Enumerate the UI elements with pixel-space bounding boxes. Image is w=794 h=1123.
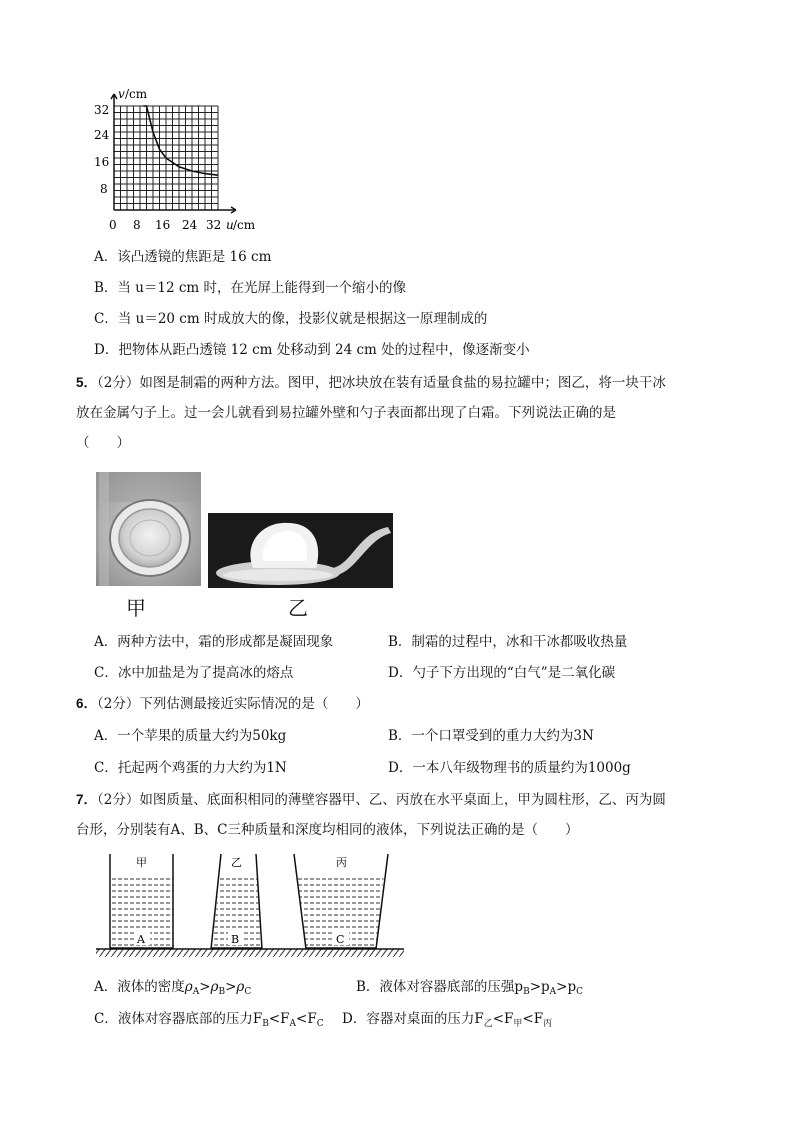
x-tick-16: 16 bbox=[155, 218, 171, 232]
q7-option-a[interactable] bbox=[94, 977, 251, 1002]
liquid-label-c: C bbox=[336, 933, 345, 946]
containers-figure bbox=[94, 852, 406, 962]
expr-symbol: F bbox=[474, 1011, 484, 1027]
q4-option-c[interactable]: C．当 u＝20 cm 时成放大的像，投影仪就是根据这一原理制成的 bbox=[94, 311, 488, 327]
q7-stem-1: （2分）如图质量、底面积相同的薄壁容器甲、乙、丙放在水平桌面上，甲为圆柱形，乙、丙为圆 bbox=[97, 792, 666, 808]
q6-number: 6． bbox=[76, 696, 98, 711]
q6-option-d[interactable]: D．一本八年级物理书的质量约为1000g bbox=[388, 760, 631, 776]
expr-subscript: C bbox=[316, 1019, 324, 1029]
y-tick-16: 16 bbox=[94, 155, 110, 169]
q7-option-b[interactable] bbox=[356, 977, 583, 1002]
q6-option-a[interactable]: A．一个苹果的质量大约为50kg bbox=[94, 728, 287, 744]
x-tick-24: 24 bbox=[182, 218, 198, 232]
q7-option-a-text: A．液体的密度 bbox=[94, 979, 185, 995]
expr-subscript: B bbox=[523, 987, 530, 997]
expr-subscript: A bbox=[192, 987, 200, 997]
q5-stem-line2: 放在金属勺子上。过一会儿就看到易拉罐外壁和勺子表面都出现了白霜。下列说法正确的是 bbox=[76, 405, 616, 421]
q7-option-a-expr: $\rho_A>\rho_B>\rho_C$ bbox=[184, 979, 252, 997]
expr-subscript: C bbox=[576, 987, 584, 997]
x-axis-label-unit: /cm bbox=[233, 218, 256, 232]
expr-symbol: ρ bbox=[184, 979, 193, 995]
q5-option-a[interactable]: A．两种方法中，霜的形成都是凝固现象 bbox=[94, 634, 334, 650]
q6-stem bbox=[76, 694, 369, 714]
q5-stem-1: （2分）如图是制霜的两种方法。图甲，把冰块放在装有适量食盐的易拉罐中；图乙，将一块干冰 bbox=[97, 375, 666, 391]
caption-yi: 乙 bbox=[288, 596, 308, 620]
container-label-jia: 甲 bbox=[136, 856, 147, 869]
q4-option-a[interactable]: A．该凸透镜的焦距是 16 cm bbox=[94, 249, 272, 265]
expr-subscript: A bbox=[549, 987, 557, 997]
q7-number: 7． bbox=[76, 792, 98, 807]
y-tick-8: 8 bbox=[100, 182, 108, 196]
photo-jia-can bbox=[96, 472, 201, 586]
graph-grid bbox=[111, 94, 236, 213]
q7-option-c-text: C．液体对容器底部的压力 bbox=[94, 1011, 253, 1027]
q6-stem-text: （2分）下列估测最接近实际情况的是（ ） bbox=[97, 696, 369, 712]
expr-symbol: p bbox=[514, 979, 524, 995]
q5-blank: （ ） bbox=[76, 435, 130, 451]
caption-jia: 甲 bbox=[126, 596, 146, 620]
x-axis-label-u: u bbox=[226, 218, 234, 232]
y-axis-label-unit: /cm bbox=[125, 87, 148, 101]
x-tick-8: 8 bbox=[133, 218, 141, 232]
q7-option-c[interactable] bbox=[94, 1009, 324, 1034]
q7-option-d-text: D．容器对桌面的压力 bbox=[342, 1011, 475, 1027]
q7-option-d-expr: $F_乙<F_甲<F_丙$ bbox=[474, 1011, 553, 1029]
q4-option-b[interactable]: B．当 u＝12 cm 时，在光屏上能得到一个缩小的像 bbox=[94, 280, 407, 296]
expr-symbol: ρ bbox=[236, 979, 245, 995]
expr-symbol: ρ bbox=[210, 979, 219, 995]
expr-subscript: 甲 bbox=[513, 1019, 523, 1029]
q7-stem-line2: 台形，分别装有A、B、C三种质量和深度均相同的液体，下列说法正确的是（ ） bbox=[76, 822, 579, 838]
expr-symbol: F bbox=[307, 1011, 317, 1027]
x-tick-0: 0 bbox=[109, 218, 117, 232]
expr-symbol: F bbox=[504, 1011, 514, 1027]
q7-stem-line1 bbox=[76, 790, 666, 810]
q5-stem-line1 bbox=[76, 373, 666, 393]
q5-option-b[interactable]: B．制霜的过程中，冰和干冰都吸收热量 bbox=[388, 634, 628, 650]
expr-subscript: 乙 bbox=[483, 1019, 493, 1029]
photo-yi-spoon bbox=[208, 513, 393, 588]
expr-subscript: B bbox=[262, 1019, 269, 1029]
expr-symbol: F bbox=[533, 1011, 544, 1027]
expr-symbol: p bbox=[567, 979, 577, 995]
q7-option-c-expr: $F_B<F_A<F_C$ bbox=[252, 1011, 324, 1029]
q5-option-c[interactable]: C．冰中加盐是为了提高冰的熔点 bbox=[94, 665, 294, 681]
q7-option-b-text: B．液体对容器底部的压强 bbox=[356, 979, 515, 995]
expr-symbol: F bbox=[252, 1011, 263, 1027]
y-tick-24: 24 bbox=[94, 128, 110, 142]
liquid-label-a: A bbox=[137, 933, 145, 946]
liquid-label-b: B bbox=[231, 933, 240, 946]
q4-option-d[interactable]: D．把物体从距凸透镜 12 cm 处移动到 24 cm 处的过程中，像逐渐变小 bbox=[94, 342, 530, 358]
q6-option-c[interactable]: C．托起两个鸡蛋的力大约为1N bbox=[94, 760, 287, 776]
y-tick-32: 32 bbox=[94, 103, 110, 117]
container-label-yi: 乙 bbox=[231, 856, 242, 869]
q7-option-b-expr: $p_B>p_A>p_C$ bbox=[514, 979, 584, 997]
q5-option-d[interactable]: D．勺子下方出现的“白气”是二氧化碳 bbox=[388, 665, 616, 681]
expr-symbol: p bbox=[541, 979, 550, 995]
expr-symbol: F bbox=[280, 1011, 290, 1027]
expr-subscript: 丙 bbox=[543, 1019, 553, 1029]
expr-subscript: A bbox=[289, 1019, 297, 1029]
expr-subscript: C bbox=[244, 987, 252, 997]
x-tick-32: 32 bbox=[206, 218, 222, 232]
q5-number: 5． bbox=[76, 375, 98, 390]
graph-axes bbox=[111, 94, 236, 213]
q7-option-d[interactable] bbox=[342, 1009, 552, 1034]
expr-subscript: B bbox=[218, 987, 226, 997]
container-label-bing: 丙 bbox=[336, 856, 347, 869]
y-axis-label-v: v bbox=[118, 87, 125, 101]
lens-graph bbox=[88, 86, 268, 236]
q6-option-b[interactable]: B．一个口罩受到的重力大约为3N bbox=[388, 728, 594, 744]
